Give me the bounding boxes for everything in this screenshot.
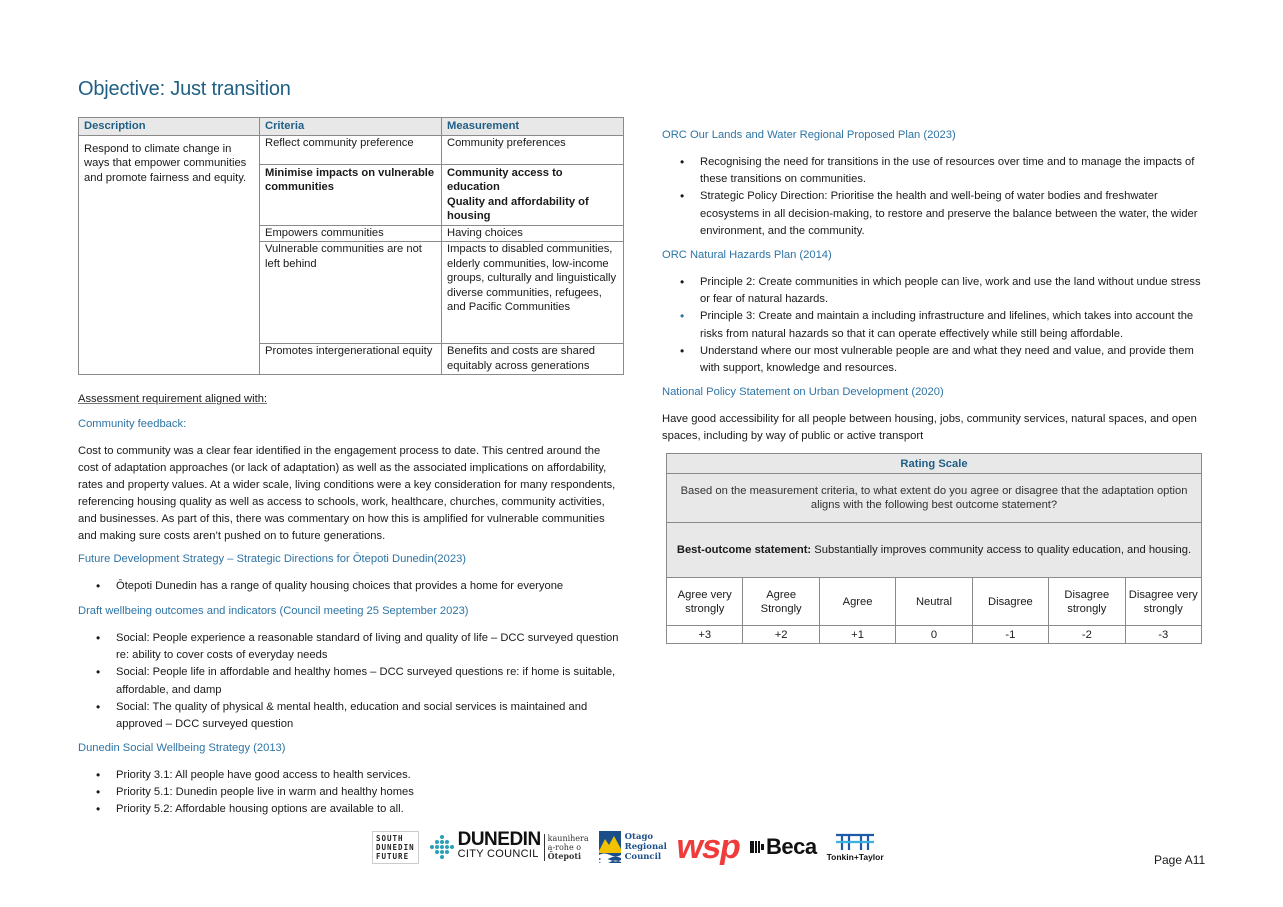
rating-value: +3 [667,626,743,644]
orc-emblem-icon [599,831,621,863]
beca-logo: Beca [750,834,817,860]
tonkin-taylor-logo: Tonkin+Taylor [827,832,884,862]
list-item: • Understand where our most vulnerable people are and what they need and value, and provide them with support, knowledge and resources. [662,343,1212,377]
wsp-logo: wsp [673,828,744,866]
statement-text: Substantially improves community access to quality education, and housing. [811,544,1192,556]
rating-values-row [667,626,1202,644]
criteria-cell: Promotes intergenerational equity [260,344,442,375]
rating-label: Agree Strongly [743,578,819,626]
measurement-line: Quality and affordability of housing [447,195,589,222]
list-item: • Social: People experience a reasonable standard of living and quality of life – DCC surveyed question re: ability to cover costs of everyday needs [78,630,623,664]
header-criteria: Criteria [260,118,442,136]
rating-value: -1 [972,626,1048,644]
objective-table [78,117,624,375]
fds-list [78,578,623,595]
page-number: Page A11 [1154,853,1206,867]
page-title: Objective: Just transition [78,78,291,100]
rating-label: Neutral [896,578,972,626]
rating-label: Agree very strongly [667,578,743,626]
dcc-emblem-icon [429,834,455,860]
assessment-label: Assessment requirement aligned with: [78,393,268,405]
rating-label: Disagree [972,578,1048,626]
list-item: • Social: The quality of physical & mental health, education and social services is maintained and approved – DCC surveyed question [78,699,623,733]
description-cell: Respond to climate change in ways that empower communities and promote fairness and equity. [79,135,260,375]
criteria-cell: Vulnerable communities are not left behind [260,242,442,344]
best-outcome-statement [667,523,1202,578]
measurement-cell: Benefits and costs are shared equitably across generations [442,344,624,375]
wellbeing-heading: Draft wellbeing outcomes and indicators (Council meeting 25 September 2023) [78,605,469,617]
south-dunedin-future-logo: SOUTH DUNEDIN FUTURE [372,831,419,864]
rating-labels-row [667,578,1202,626]
orc-water-list [662,154,1212,240]
list-item: • Priority 5.1: Dunedin people live in warm and healthy homes [78,784,623,801]
orc-water-heading: ORC Our Lands and Water Regional Proposed Plan (2023) [662,129,956,141]
table-row [79,135,624,164]
table-header-row [79,118,624,136]
partner-logos [372,826,884,868]
rating-label: Disagree strongly [1049,578,1125,626]
community-feedback-text: Cost to community was a clear fear identified in the engagement process to date. This centred around the cost of adaptation approaches (or lack of adaptation) as well as the associated implications on affordability, rates and property values. At a wider scale, living conditions were a key consideration for many respondents, referencing housing quality as well as access to schools, work, healthcare, churches, community activities, and businesses. As part of this, there was commentary on how this is amplified for vulnerable communities and making sure costs aren’t pushed on to future generations. [78,445,616,542]
measurement-cell: Having choices [442,225,624,242]
list-item: • Recognising the need for transitions in the use of resources over time and to manage the impacts of these transitions on communities. [662,154,1212,188]
rating-value: +1 [819,626,895,644]
rating-label: Agree [819,578,895,626]
criteria-cell: Empowers communities [260,225,442,242]
dcc-logo: DUNEDIN CITY COUNCIL kaunihera a-rohe o Ōtepoti [429,832,589,862]
rating-value: -2 [1049,626,1125,644]
fds-heading: Future Development Strategy – Strategic Directions for Ōtepoti Dunedin(2023) [78,553,467,565]
list-item: • Social: People life in affordable and healthy homes – DCC surveyed questions re: if home is suitable, affordable, and damp [78,664,623,698]
list-item: • Priority 5.2: Affordable housing options are available to all. [78,801,623,818]
statement-label: Best-outcome statement: [676,544,812,556]
list-item: • Ōtepoti Dunedin has a range of quality housing choices that provides a home for everyone [78,578,623,595]
measurement-cell: Impacts to disabled communities, elderly communities, low-income groups, culturally and linguistically diverse communities, refugees, and Pacific Communities [442,242,624,344]
list-item: • Priority 3.1: All people have good access to health services. [78,767,623,784]
rating-value: -3 [1125,626,1201,644]
orc-hazards-list [662,274,1212,377]
criteria-cell: Minimise impacts on vulnerable communities [260,164,442,225]
rating-value: 0 [896,626,972,644]
list-item: • Principle 3: Create and maintain a including infrastructure and lifelines, which takes into account the risks from natural hazards so that it can operate effectively while still being affordable. [662,308,1212,342]
header-description: Description [79,118,260,136]
nps-heading: National Policy Statement on Urban Development (2020) [662,386,944,398]
orc-logo: Otago Regional Council [599,831,667,863]
nps-text: Have good accessibility for all people between housing, jobs, community services, natural spaces, and open spaces, including by way of public or active transport [662,413,1197,442]
rating-value: +2 [743,626,819,644]
beca-emblem-icon [750,839,764,855]
criteria-cell: Reflect community preference [260,135,442,164]
wellbeing-list [78,630,623,733]
rating-scale-table [666,453,1202,644]
measurement-line: Community access to education [447,166,563,193]
header-measurement: Measurement [442,118,624,136]
rating-scale-question: Based on the measurement criteria, to what extent do you agree or disagree that the adaptation option aligns with the following best outcome statement? [667,474,1202,523]
social-strategy-heading: Dunedin Social Wellbeing Strategy (2013) [78,742,286,754]
social-strategy-list [78,767,623,819]
list-item: • Principle 2: Create communities in which people can live, work and use the land without undue stress or fear of natural hazards. [662,274,1212,308]
list-item: • Strategic Policy Direction: Prioritise the health and well-being of water bodies and freshwater ecosystems in all decision-making, to restore and preserve the balance between the water, the wider environment, and the community. [662,188,1212,240]
community-feedback-heading: Community feedback: [78,418,187,430]
measurement-cell [442,164,624,225]
orc-hazards-heading: ORC Natural Hazards Plan (2014) [662,249,832,261]
measurement-cell: Community preferences [442,135,624,164]
tt-emblem-icon [834,832,876,852]
rating-scale-title: Rating Scale [667,454,1202,474]
rating-label: Disagree very strongly [1125,578,1201,626]
